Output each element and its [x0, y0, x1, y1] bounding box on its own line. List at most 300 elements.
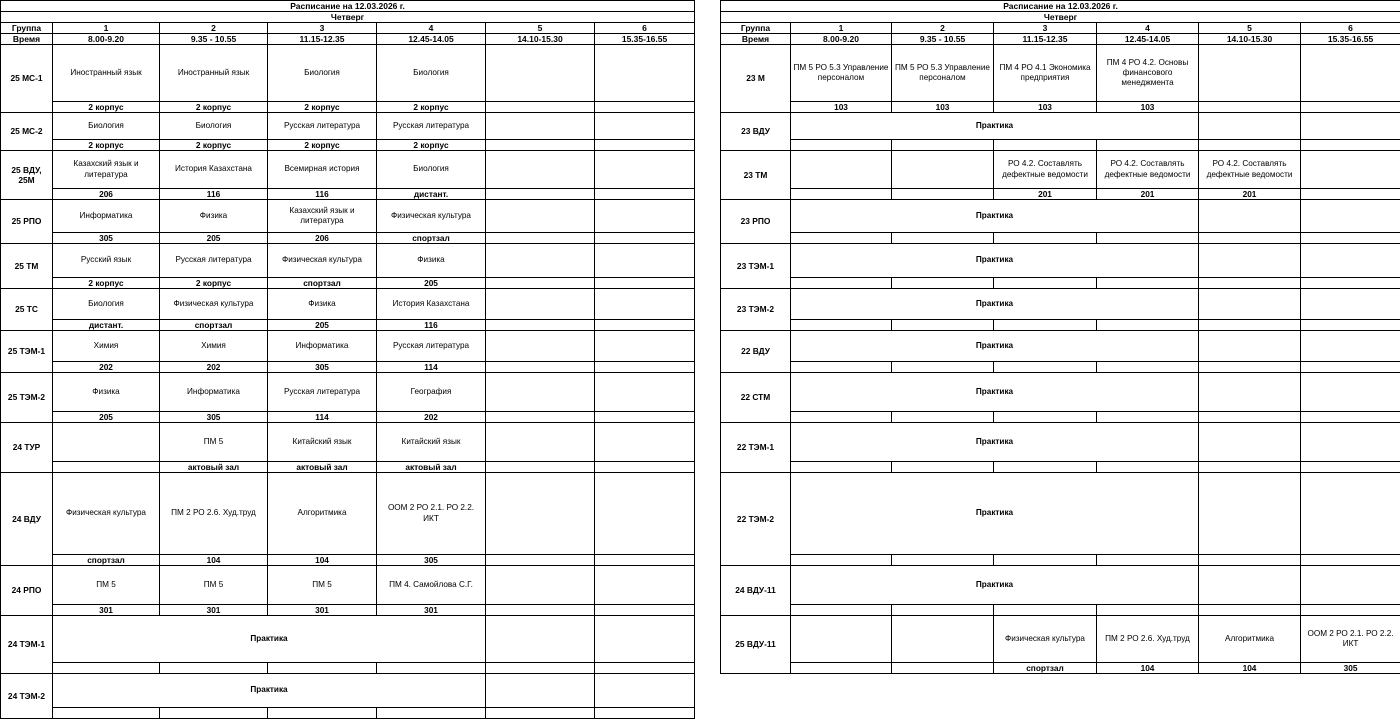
room-cell: спортзал — [268, 278, 377, 289]
room-row — [1, 189, 695, 200]
group-row — [721, 331, 1400, 362]
group-name: 22 СТМ — [721, 373, 791, 423]
period-time: 14.10-15.30 — [486, 34, 595, 45]
lesson-cell — [1199, 331, 1301, 362]
group-row — [1, 151, 695, 189]
lesson-cell: Казахский язык и литература — [268, 200, 377, 233]
room-cell — [595, 555, 695, 566]
room-cell: спортзал — [994, 663, 1097, 674]
group-row — [721, 289, 1400, 320]
lesson-cell — [1199, 373, 1301, 412]
period-row — [721, 23, 1400, 34]
room-cell — [1199, 140, 1301, 151]
room-cell: 104 — [268, 555, 377, 566]
room-cell — [1199, 278, 1301, 289]
room-row — [1, 708, 695, 719]
room-cell: 103 — [791, 102, 892, 113]
lesson-cell — [595, 45, 695, 102]
room-cell — [53, 462, 160, 473]
lesson-cell — [1301, 423, 1400, 462]
room-cell — [791, 555, 892, 566]
room-cell — [1097, 233, 1199, 244]
room-cell: 114 — [268, 412, 377, 423]
schedule-title: Расписание на 12.03.2026 г. — [1, 1, 695, 12]
lesson-cell — [595, 473, 695, 555]
lesson-cell — [486, 331, 595, 362]
lesson-cell — [1301, 113, 1400, 140]
time-row — [721, 34, 1400, 45]
lesson-cell — [595, 616, 695, 663]
lesson-cell: Информатика — [53, 200, 160, 233]
group-row — [1, 289, 695, 320]
lesson-cell: Казахский язык и литература — [53, 151, 160, 189]
room-cell — [595, 320, 695, 331]
lesson-cell: Русская литература — [160, 244, 268, 278]
room-cell: 2 корпус — [53, 278, 160, 289]
room-cell — [1301, 278, 1400, 289]
room-cell — [1301, 140, 1400, 151]
lesson-cell — [1301, 331, 1400, 362]
group-header: Группа — [721, 23, 791, 34]
room-cell — [53, 708, 160, 719]
lesson-cell: Иностранный язык — [53, 45, 160, 102]
room-cell — [1199, 412, 1301, 423]
group-name: 22 ТЭМ-2 — [721, 473, 791, 566]
period-time: 15.35-16.55 — [1301, 34, 1400, 45]
group-name: 25 РПО — [1, 200, 53, 244]
room-cell — [595, 189, 695, 200]
lesson-cell — [595, 674, 695, 708]
lesson-cell: История Казахстана — [377, 289, 486, 320]
room-cell: 206 — [53, 189, 160, 200]
room-cell — [53, 663, 160, 674]
period-time: 8.00-9.20 — [791, 34, 892, 45]
room-row — [1, 233, 695, 244]
room-cell — [994, 362, 1097, 373]
lesson-cell: ПМ 5 РО 5.3 Управление персоналом — [791, 45, 892, 102]
lesson-cell — [595, 331, 695, 362]
group-name: 25 МС-2 — [1, 113, 53, 151]
group-row — [1, 244, 695, 278]
lesson-cell — [892, 151, 994, 189]
practice-cell: Практика — [791, 244, 1199, 278]
room-row — [721, 412, 1400, 423]
room-cell: 201 — [1097, 189, 1199, 200]
lesson-cell: Иностранный язык — [160, 45, 268, 102]
room-cell — [1301, 462, 1400, 473]
lesson-cell: География — [377, 373, 486, 412]
period-time: 11.15-12.35 — [268, 34, 377, 45]
room-cell — [595, 102, 695, 113]
room-cell: 205 — [53, 412, 160, 423]
room-row — [1, 362, 695, 373]
room-cell: 104 — [1097, 663, 1199, 674]
lesson-cell: История Казахстана — [160, 151, 268, 189]
schedule-table-right — [720, 0, 1400, 674]
room-cell — [994, 233, 1097, 244]
room-cell: спортзал — [160, 320, 268, 331]
room-cell — [268, 708, 377, 719]
room-cell — [994, 555, 1097, 566]
group-name: 24 РПО — [1, 566, 53, 616]
group-name: 23 М — [721, 45, 791, 113]
room-cell — [595, 708, 695, 719]
room-cell — [1301, 555, 1400, 566]
group-row — [1, 113, 695, 140]
room-cell — [1097, 555, 1199, 566]
lesson-cell — [595, 373, 695, 412]
room-cell: 104 — [1199, 663, 1301, 674]
room-cell — [1097, 278, 1199, 289]
group-row — [721, 423, 1400, 462]
room-cell — [268, 663, 377, 674]
group-name: 24 ТУР — [1, 423, 53, 473]
group-name: 24 ТЭМ-1 — [1, 616, 53, 674]
lesson-cell: ПМ 4 РО 4.2. Основы финансового менеджмента — [1097, 45, 1199, 102]
group-name: 23 РПО — [721, 200, 791, 244]
lesson-cell — [791, 616, 892, 663]
lesson-cell: Физическая культура — [268, 244, 377, 278]
lesson-cell: Биология — [160, 113, 268, 140]
room-cell: 116 — [268, 189, 377, 200]
room-cell: 305 — [268, 362, 377, 373]
room-row — [1, 555, 695, 566]
room-row — [721, 555, 1400, 566]
room-cell: актовый зал — [160, 462, 268, 473]
room-cell — [892, 278, 994, 289]
room-cell: 305 — [1301, 663, 1400, 674]
lesson-cell: ПМ 5 РО 5.3 Управление персоналом — [892, 45, 994, 102]
practice-cell: Практика — [791, 289, 1199, 320]
practice-cell: Практика — [791, 473, 1199, 555]
lesson-cell — [486, 45, 595, 102]
day-name: Четверг — [1, 12, 695, 23]
period-number: 3 — [268, 23, 377, 34]
room-cell — [1097, 412, 1199, 423]
title-row — [721, 1, 1400, 12]
lesson-cell — [486, 244, 595, 278]
room-cell — [1199, 362, 1301, 373]
lesson-cell — [595, 200, 695, 233]
room-cell — [1301, 189, 1400, 200]
practice-cell: Практика — [53, 674, 486, 708]
lesson-cell: РО 4.2. Составлять дефектные ведомости — [1097, 151, 1199, 189]
room-cell — [486, 278, 595, 289]
room-cell: 305 — [160, 412, 268, 423]
group-row — [721, 373, 1400, 412]
lesson-cell — [1301, 244, 1400, 278]
lesson-cell: Китайский язык — [268, 423, 377, 462]
lesson-cell — [1199, 423, 1301, 462]
room-row — [1, 278, 695, 289]
lesson-cell: Химия — [160, 331, 268, 362]
group-name: 22 ТЭМ-1 — [721, 423, 791, 473]
lesson-cell — [1199, 45, 1301, 102]
room-cell — [892, 140, 994, 151]
room-row — [721, 140, 1400, 151]
lesson-cell: Биология — [53, 289, 160, 320]
lesson-cell: Алгоритмика — [268, 473, 377, 555]
lesson-cell: ПМ 5 — [160, 566, 268, 605]
group-row — [1, 373, 695, 412]
schedule-body-right — [721, 1, 1400, 674]
lesson-cell: ПМ 4 РО 4.1 Экономика предприятия — [994, 45, 1097, 102]
room-row — [1, 462, 695, 473]
room-cell — [1199, 233, 1301, 244]
room-cell — [1301, 412, 1400, 423]
room-cell — [1301, 102, 1400, 113]
room-cell: 202 — [53, 362, 160, 373]
room-cell: 305 — [377, 555, 486, 566]
lesson-cell: ПМ 5 — [268, 566, 377, 605]
room-cell: 305 — [53, 233, 160, 244]
room-cell — [595, 462, 695, 473]
room-cell — [486, 555, 595, 566]
lesson-cell: Русская литература — [268, 113, 377, 140]
room-cell — [377, 708, 486, 719]
period-time: 15.35-16.55 — [595, 34, 695, 45]
room-cell: 104 — [160, 555, 268, 566]
schedule-body-left — [1, 1, 695, 719]
room-cell — [595, 278, 695, 289]
practice-cell: Практика — [791, 331, 1199, 362]
lesson-cell — [1199, 289, 1301, 320]
room-cell: 2 корпус — [53, 140, 160, 151]
room-row — [1, 605, 695, 616]
lesson-cell — [53, 423, 160, 462]
lesson-cell: Русская литература — [377, 113, 486, 140]
room-row — [721, 278, 1400, 289]
room-row — [721, 663, 1400, 674]
room-cell — [1097, 362, 1199, 373]
day-name: Четверг — [721, 12, 1400, 23]
room-row — [1, 663, 695, 674]
period-number: 1 — [53, 23, 160, 34]
group-row — [1, 331, 695, 362]
room-cell — [892, 412, 994, 423]
room-cell — [791, 140, 892, 151]
room-cell — [486, 663, 595, 674]
room-cell — [892, 663, 994, 674]
lesson-cell: ПМ 5 — [53, 566, 160, 605]
lesson-cell: Биология — [268, 45, 377, 102]
group-name: 25 МС-1 — [1, 45, 53, 113]
room-cell: 301 — [160, 605, 268, 616]
lesson-cell: Физическая культура — [994, 616, 1097, 663]
day-row — [721, 12, 1400, 23]
practice-cell: Практика — [791, 423, 1199, 462]
room-cell: 2 корпус — [268, 102, 377, 113]
room-cell: 301 — [377, 605, 486, 616]
group-name: 24 ВДУ-11 — [721, 566, 791, 616]
room-cell — [791, 663, 892, 674]
room-cell: 205 — [160, 233, 268, 244]
period-number: 2 — [160, 23, 268, 34]
room-cell — [994, 412, 1097, 423]
group-row — [721, 113, 1400, 140]
lesson-cell — [1199, 473, 1301, 555]
lesson-cell: ПМ 4. Самойлова С.Г. — [377, 566, 486, 605]
room-cell — [791, 412, 892, 423]
room-cell — [486, 708, 595, 719]
lesson-cell — [1301, 151, 1400, 189]
room-cell — [1199, 102, 1301, 113]
lesson-cell: РО 4.2. Составлять дефектные ведомости — [994, 151, 1097, 189]
group-name: 23 ТМ — [721, 151, 791, 200]
group-name: 23 ТЭМ-1 — [721, 244, 791, 289]
lesson-cell — [595, 113, 695, 140]
room-cell — [1097, 462, 1199, 473]
room-cell: 114 — [377, 362, 486, 373]
lesson-cell: ООМ 2 РО 2.1. РО 2.2. ИКТ — [1301, 616, 1400, 663]
room-cell: 301 — [268, 605, 377, 616]
lesson-cell: ПМ 2 РО 2.6. Худ.труд — [160, 473, 268, 555]
group-row — [1, 566, 695, 605]
lesson-cell — [791, 151, 892, 189]
lesson-cell: Всемирная история — [268, 151, 377, 189]
room-cell: 201 — [1199, 189, 1301, 200]
room-cell — [994, 320, 1097, 331]
lesson-cell: Алгоритмика — [1199, 616, 1301, 663]
room-cell — [486, 189, 595, 200]
room-cell — [486, 362, 595, 373]
lesson-cell: Информатика — [268, 331, 377, 362]
group-row — [1, 200, 695, 233]
room-cell: 103 — [892, 102, 994, 113]
lesson-cell — [486, 423, 595, 462]
room-cell — [994, 605, 1097, 616]
room-row — [721, 189, 1400, 200]
room-cell — [1301, 362, 1400, 373]
lesson-cell: Физическая культура — [377, 200, 486, 233]
lesson-cell — [486, 200, 595, 233]
group-name: 25 ТС — [1, 289, 53, 331]
room-cell — [486, 462, 595, 473]
lesson-cell — [486, 151, 595, 189]
period-number: 5 — [486, 23, 595, 34]
room-cell: 116 — [377, 320, 486, 331]
room-cell: 2 корпус — [377, 102, 486, 113]
lesson-cell: ПМ 2 РО 2.6. Худ.труд — [1097, 616, 1199, 663]
practice-cell: Практика — [791, 373, 1199, 412]
room-cell — [791, 320, 892, 331]
period-time: 11.15-12.35 — [994, 34, 1097, 45]
group-row — [721, 244, 1400, 278]
group-row — [721, 566, 1400, 605]
lesson-cell — [892, 616, 994, 663]
room-cell: дистант. — [53, 320, 160, 331]
room-cell — [486, 140, 595, 151]
group-row — [721, 200, 1400, 233]
room-cell — [892, 320, 994, 331]
room-cell: 2 корпус — [160, 140, 268, 151]
time-header: Время — [721, 34, 791, 45]
room-cell — [1199, 320, 1301, 331]
room-cell: дистант. — [377, 189, 486, 200]
time-row — [1, 34, 695, 45]
practice-cell: Практика — [53, 616, 486, 663]
room-cell — [595, 233, 695, 244]
period-time: 14.10-15.30 — [1199, 34, 1301, 45]
lesson-cell: Физика — [53, 373, 160, 412]
period-number: 1 — [791, 23, 892, 34]
room-cell: 103 — [1097, 102, 1199, 113]
group-name: 25 ВДУ-11 — [721, 616, 791, 674]
lesson-cell: Информатика — [160, 373, 268, 412]
lesson-cell — [595, 566, 695, 605]
room-cell — [595, 412, 695, 423]
room-cell — [892, 462, 994, 473]
room-cell — [1199, 605, 1301, 616]
room-cell: 301 — [53, 605, 160, 616]
period-number: 4 — [377, 23, 486, 34]
lesson-cell — [595, 289, 695, 320]
lesson-cell: Биология — [377, 45, 486, 102]
lesson-cell: Русский язык — [53, 244, 160, 278]
room-cell — [1199, 555, 1301, 566]
room-cell — [994, 278, 1097, 289]
room-cell: 206 — [268, 233, 377, 244]
lesson-cell: Физика — [268, 289, 377, 320]
lesson-cell: Русская литература — [268, 373, 377, 412]
period-time: 9.35 - 10.55 — [892, 34, 994, 45]
day-row — [1, 12, 695, 23]
group-name: 25 ВДУ, 25М — [1, 151, 53, 200]
lesson-cell: Физическая культура — [160, 289, 268, 320]
lesson-cell: ООМ 2 РО 2.1. РО 2.2. ИКТ — [377, 473, 486, 555]
title-row — [1, 1, 695, 12]
room-cell: 2 корпус — [53, 102, 160, 113]
room-cell — [1097, 140, 1199, 151]
room-cell — [595, 605, 695, 616]
lesson-cell — [595, 151, 695, 189]
room-cell — [1097, 320, 1199, 331]
period-number: 4 — [1097, 23, 1199, 34]
room-cell — [791, 462, 892, 473]
room-cell — [1199, 462, 1301, 473]
lesson-cell — [486, 674, 595, 708]
lesson-cell: Биология — [377, 151, 486, 189]
lesson-cell: Биология — [53, 113, 160, 140]
schedule-title: Расписание на 12.03.2026 г. — [721, 1, 1400, 12]
period-time: 8.00-9.20 — [53, 34, 160, 45]
room-cell — [791, 233, 892, 244]
schedule-table-left — [0, 0, 695, 719]
lesson-cell — [1301, 289, 1400, 320]
room-cell: 205 — [268, 320, 377, 331]
group-row — [721, 45, 1400, 102]
group-row — [721, 151, 1400, 189]
room-cell — [160, 663, 268, 674]
room-row — [721, 102, 1400, 113]
group-row — [1, 616, 695, 663]
lesson-cell: Китайский язык — [377, 423, 486, 462]
lesson-cell — [486, 113, 595, 140]
room-cell — [1301, 233, 1400, 244]
lesson-cell — [1199, 200, 1301, 233]
lesson-cell: Физика — [377, 244, 486, 278]
room-row — [721, 362, 1400, 373]
room-cell — [1097, 605, 1199, 616]
period-number: 5 — [1199, 23, 1301, 34]
group-name: 25 ТЭМ-1 — [1, 331, 53, 373]
lesson-cell — [486, 289, 595, 320]
lesson-cell: Физика — [160, 200, 268, 233]
group-name: 25 ТМ — [1, 244, 53, 289]
room-cell — [791, 189, 892, 200]
room-cell: 201 — [994, 189, 1097, 200]
room-cell — [486, 233, 595, 244]
